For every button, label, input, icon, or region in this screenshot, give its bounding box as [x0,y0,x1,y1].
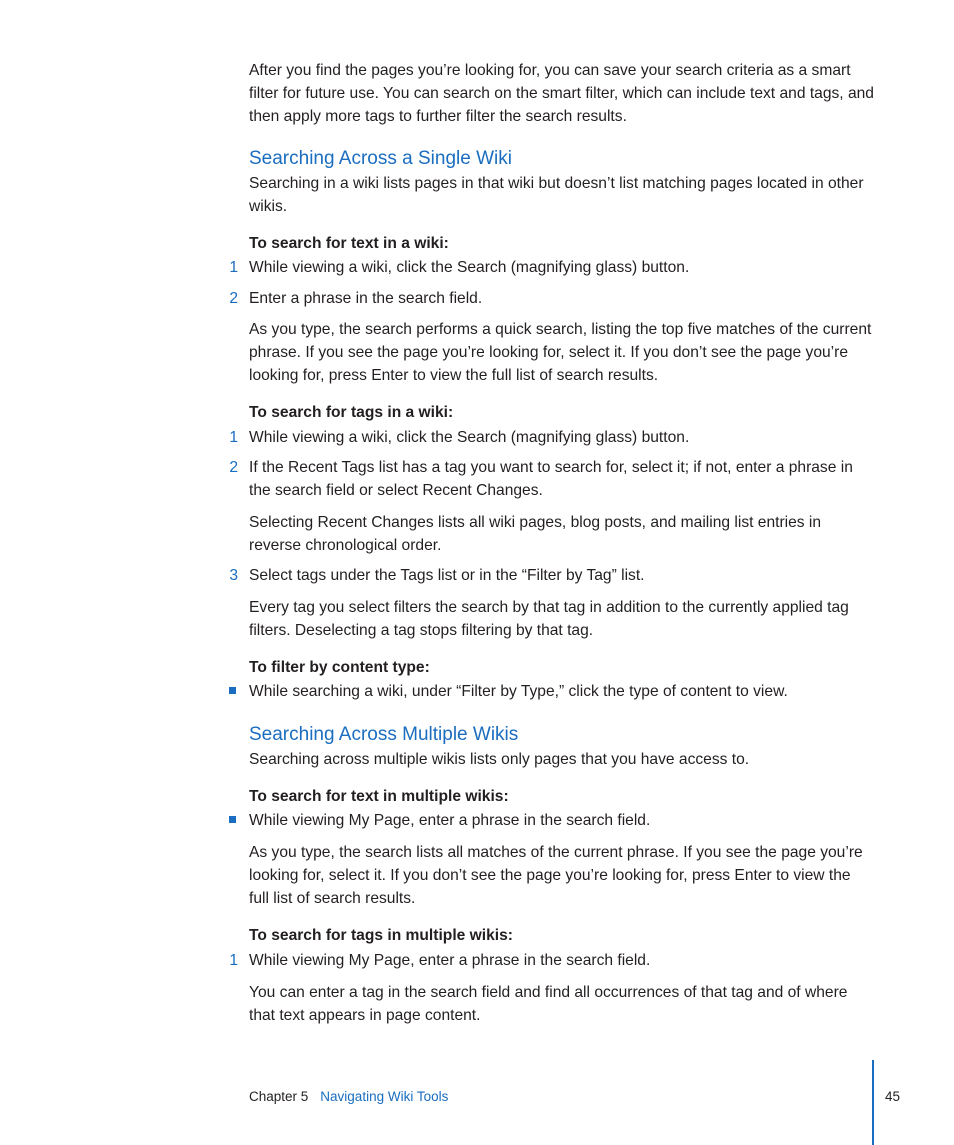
bullet-text: While viewing My Page, enter a phrase in the search field. [249,812,651,829]
section-paragraph: Searching across multiple wikis lists only pages that you have access to. [249,751,750,768]
step-note: As you type, the search performs a quick search, listing the top five matches of the current phrase. If you see the page you’re looking for, select it. If you don’t see the page you’re looking for, press Enter to view the full list of search results. [249,321,872,384]
step-number: 2 [229,290,238,307]
task-lead-tags-multiple: To search for tags in multiple wikis: [249,927,513,944]
step-number: 1 [229,259,238,276]
step-text: While viewing My Page, enter a phrase in the search field. [249,952,651,969]
footer-chapter-title: Navigating Wiki Tools [320,1089,449,1104]
section-paragraph: Searching in a wiki lists pages in that wiki but doesn’t list matching pages located in other wikis. [249,175,864,215]
bullet-icon [229,687,236,694]
page-number: 45 [885,1089,901,1104]
bullet-icon [229,816,236,823]
task-lead-tag-search: To search for tags in a wiki: [249,404,454,421]
step-number: 1 [229,429,238,446]
step-number: 3 [229,567,238,584]
footer-chapter-label: Chapter 5 [249,1089,309,1104]
task-lead-text-search: To search for text in a wiki: [249,235,449,252]
footer-divider [872,1060,874,1145]
intro-paragraph: After you find the pages you’re looking for, you can save your search criteria as a smart filter for future use. You can search on the smart filter, which can include text and tags, and then apply more tags to further filter the search results. [249,62,874,125]
step-number: 2 [229,459,238,476]
step-note: Every tag you select filters the search by that tag in addition to the currently applied tag filters. Deselecting a tag stops filtering by that tag. [249,599,849,639]
step-text: Select tags under the Tags list or in the “Filter by Tag” list. [249,567,645,584]
step-text: Enter a phrase in the search field. [249,290,483,307]
task-lead-content-type: To filter by content type: [249,659,430,676]
bullet-text: While searching a wiki, under “Filter by Type,” click the type of content to view. [249,683,788,700]
section-heading-multiple-wikis: Searching Across Multiple Wikis [249,724,519,745]
step-note: You can enter a tag in the search field and find all occurrences of that tag and of where that text appears in page content. [249,984,848,1024]
step-text: While viewing a wiki, click the Search (magnifying glass) button. [249,429,690,446]
step-text: If the Recent Tags list has a tag you want to search for, select it; if not, enter a phrase in the search field or select Recent Changes. [249,459,853,499]
step-number: 1 [229,952,238,969]
task-lead-text-multiple: To search for text in multiple wikis: [249,788,509,805]
step-note: Selecting Recent Changes lists all wiki pages, blog posts, and mailing list entries in reverse chronological order. [249,514,822,554]
footer-chapter [249,1089,448,1105]
section-heading-single-wiki: Searching Across a Single Wiki [249,148,512,169]
step-note: As you type, the search lists all matches of the current phrase. If you see the page you’re looking for, select it. If you don’t see the page you’re looking for, press Enter to view the full list of search results. [249,844,863,907]
step-text: While viewing a wiki, click the Search (magnifying glass) button. [249,259,690,276]
